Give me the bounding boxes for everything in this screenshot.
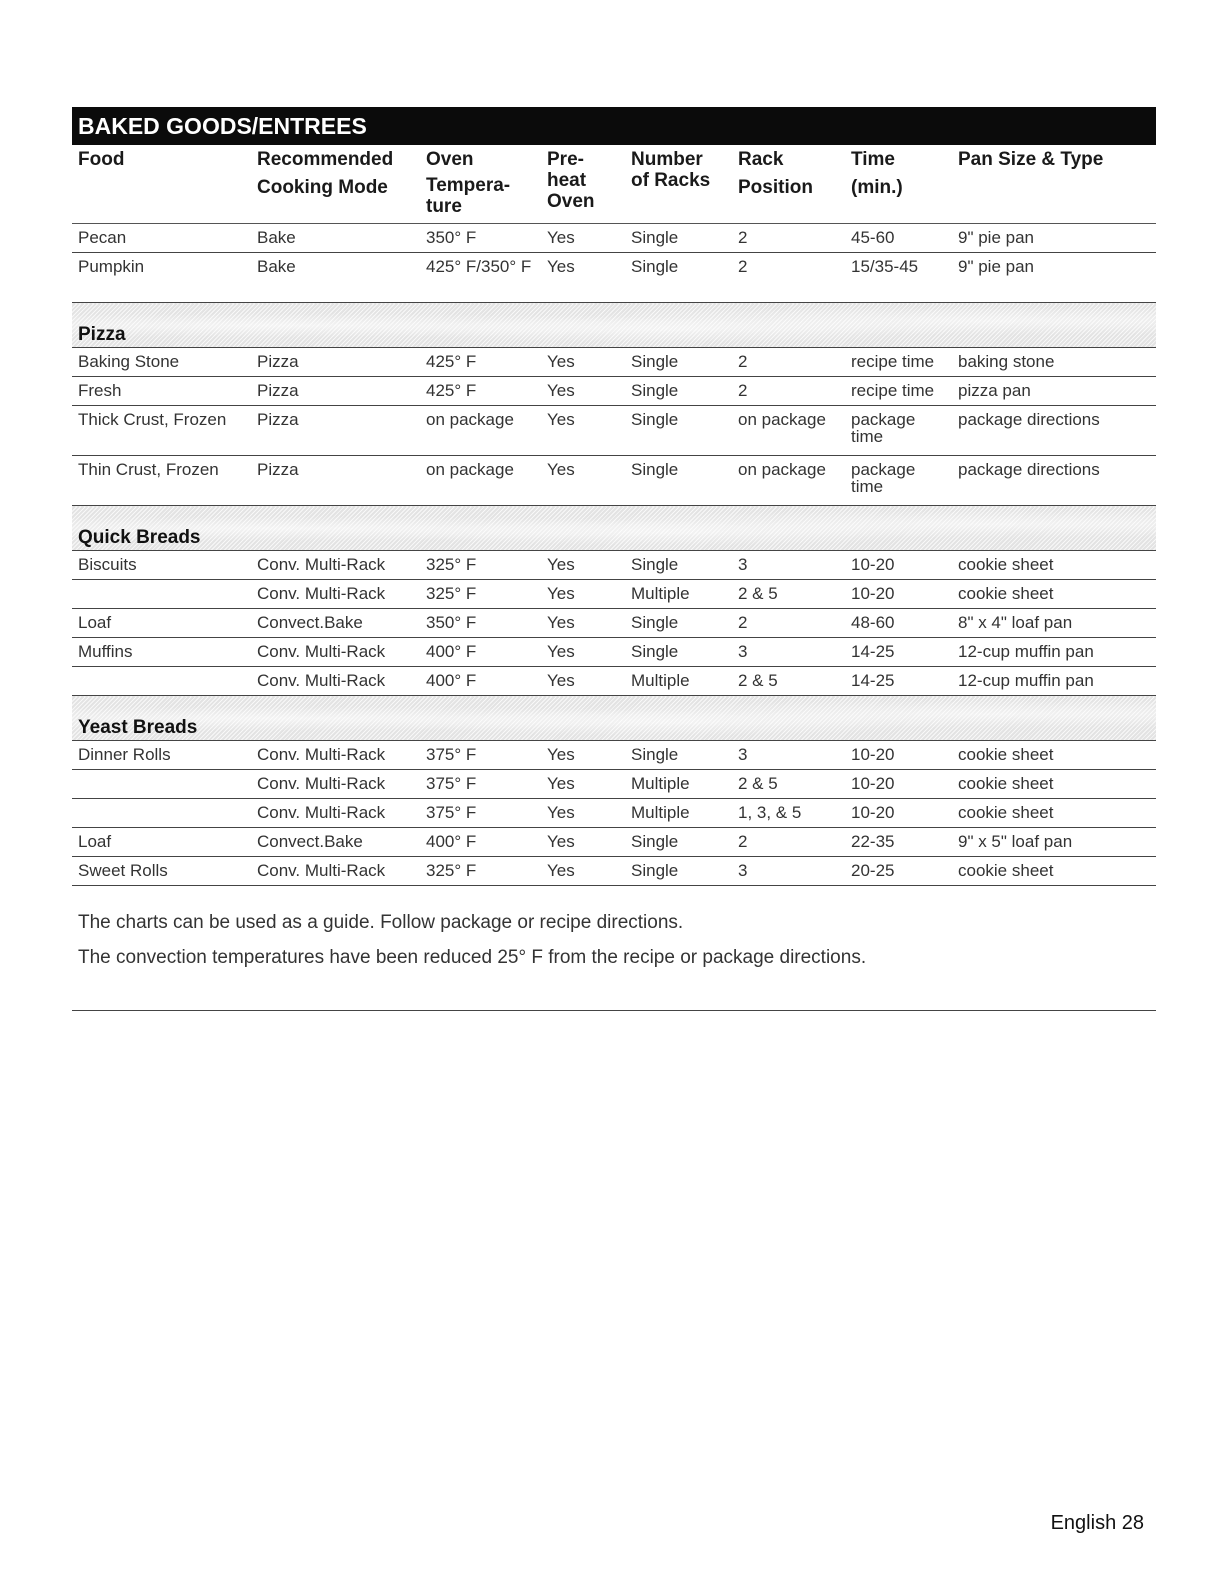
- cell-number-of-racks: Single: [625, 253, 732, 303]
- cell-time: 14-25: [845, 667, 952, 696]
- cell-rack-position: 1, 3, & 5: [732, 799, 845, 828]
- cell-pan-size-type: 12-cup muffin pan: [952, 667, 1156, 696]
- header-number-of-racks: [625, 145, 732, 224]
- cell-time: package time: [845, 406, 952, 456]
- cell-rack-position: 2: [732, 253, 845, 303]
- cell-food: Loaf: [72, 609, 251, 638]
- note-guide: The charts can be used as a guide. Follow package or recipe directions.: [78, 912, 684, 933]
- cell-preheat-oven: Yes: [541, 377, 625, 406]
- table-row: [72, 406, 1156, 456]
- cell-pan-size-type: cookie sheet: [952, 857, 1156, 886]
- header-line: of Racks: [631, 170, 711, 191]
- cell-preheat-oven: Yes: [541, 580, 625, 609]
- header-line: Cooking Mode: [257, 177, 388, 198]
- cell-cooking-mode: Conv. Multi-Rack: [251, 799, 420, 828]
- section-title: Yeast Breads: [72, 696, 1156, 741]
- cell-food: Pecan: [72, 224, 251, 253]
- table-row: [72, 770, 1156, 799]
- header-line: Number: [631, 149, 703, 170]
- cell-food: [72, 580, 251, 609]
- cell-oven-temperature: on package: [420, 456, 541, 506]
- table-title: BAKED GOODS/ENTREES: [72, 107, 1156, 145]
- cell-cooking-mode: Bake: [251, 253, 420, 303]
- cell-food: Baking Stone: [72, 348, 251, 377]
- cell-cooking-mode: Bake: [251, 224, 420, 253]
- cell-cooking-mode: Pizza: [251, 377, 420, 406]
- cell-rack-position: 3: [732, 857, 845, 886]
- table-row: [72, 609, 1156, 638]
- cell-rack-position: 3: [732, 551, 845, 580]
- cell-oven-temperature: 375° F: [420, 799, 541, 828]
- cell-oven-temperature: 350° F: [420, 609, 541, 638]
- cell-number-of-racks: Single: [625, 638, 732, 667]
- cell-number-of-racks: Single: [625, 224, 732, 253]
- cell-preheat-oven: Yes: [541, 348, 625, 377]
- cell-number-of-racks: Single: [625, 348, 732, 377]
- header-line: Position: [738, 177, 813, 198]
- cell-food: Loaf: [72, 828, 251, 857]
- cell-rack-position: 3: [732, 741, 845, 770]
- header-preheat-oven: [541, 145, 625, 224]
- table-row: [72, 857, 1156, 886]
- table-row: [72, 348, 1156, 377]
- cell-cooking-mode: Pizza: [251, 348, 420, 377]
- header-cooking-mode: [251, 145, 420, 224]
- cell-number-of-racks: Single: [625, 857, 732, 886]
- header-line: Recommended: [257, 149, 394, 170]
- cell-rack-position: 2 & 5: [732, 580, 845, 609]
- cooking-chart-table: [72, 145, 1156, 886]
- cell-rack-position: on package: [732, 456, 845, 506]
- table-row: [72, 456, 1156, 506]
- cell-cooking-mode: Pizza: [251, 456, 420, 506]
- cell-food: Muffins: [72, 638, 251, 667]
- cell-cooking-mode: Conv. Multi-Rack: [251, 638, 420, 667]
- cell-food: [72, 770, 251, 799]
- header-time: [845, 145, 952, 224]
- cell-cooking-mode: Conv. Multi-Rack: [251, 580, 420, 609]
- divider: [72, 1010, 1156, 1011]
- cell-number-of-racks: Single: [625, 406, 732, 456]
- header-line: Rack: [738, 149, 784, 170]
- header-line: ture: [426, 196, 462, 217]
- cell-pan-size-type: 9" x 5" loaf pan: [952, 828, 1156, 857]
- cell-rack-position: 2: [732, 348, 845, 377]
- note-temperature: The convection temperatures have been reduced 25° F from the recipe or package directions.: [78, 947, 867, 968]
- cell-pan-size-type: cookie sheet: [952, 551, 1156, 580]
- cell-oven-temperature: 350° F: [420, 224, 541, 253]
- header-food: [72, 145, 251, 224]
- cell-number-of-racks: Single: [625, 828, 732, 857]
- cell-oven-temperature: 325° F: [420, 551, 541, 580]
- table-row: [72, 377, 1156, 406]
- cell-cooking-mode: Conv. Multi-Rack: [251, 857, 420, 886]
- cell-food: Fresh: [72, 377, 251, 406]
- section-header: [72, 506, 1156, 551]
- cell-time: 45-60: [845, 224, 952, 253]
- cell-food: Dinner Rolls: [72, 741, 251, 770]
- cell-oven-temperature: 375° F: [420, 770, 541, 799]
- page-footer: English 28: [1050, 1512, 1144, 1534]
- cell-oven-temperature: 425° F/350° F: [420, 253, 541, 303]
- cell-pan-size-type: cookie sheet: [952, 741, 1156, 770]
- cell-time: 10-20: [845, 799, 952, 828]
- cell-cooking-mode: Conv. Multi-Rack: [251, 770, 420, 799]
- cell-pan-size-type: package directions: [952, 406, 1156, 456]
- cell-preheat-oven: Yes: [541, 551, 625, 580]
- cell-preheat-oven: Yes: [541, 799, 625, 828]
- header-line: Pan Size & Type: [958, 149, 1104, 170]
- cell-rack-position: 2: [732, 609, 845, 638]
- cell-time: recipe time: [845, 377, 952, 406]
- header-line: (min.): [851, 177, 903, 198]
- cell-rack-position: 2 & 5: [732, 667, 845, 696]
- cell-time: 20-25: [845, 857, 952, 886]
- cell-preheat-oven: Yes: [541, 406, 625, 456]
- header-oven-temperature: [420, 145, 541, 224]
- table-row: [72, 551, 1156, 580]
- cell-number-of-racks: Single: [625, 609, 732, 638]
- cell-rack-position: 3: [732, 638, 845, 667]
- cell-pan-size-type: 9" pie pan: [952, 253, 1156, 303]
- cell-number-of-racks: Multiple: [625, 667, 732, 696]
- cell-food: [72, 799, 251, 828]
- cell-time: 10-20: [845, 741, 952, 770]
- cell-time: 10-20: [845, 770, 952, 799]
- notes: [78, 912, 1138, 982]
- cell-number-of-racks: Single: [625, 377, 732, 406]
- section-header: [72, 303, 1156, 348]
- cell-rack-position: 2 & 5: [732, 770, 845, 799]
- header-line: Oven: [547, 191, 595, 212]
- cell-oven-temperature: 425° F: [420, 377, 541, 406]
- section-title: Quick Breads: [72, 506, 1156, 551]
- cell-oven-temperature: 325° F: [420, 580, 541, 609]
- cell-number-of-racks: Multiple: [625, 580, 732, 609]
- cell-food: Thin Crust, Frozen: [72, 456, 251, 506]
- table-row: [72, 253, 1156, 303]
- cell-cooking-mode: Convect.Bake: [251, 828, 420, 857]
- table-body: [72, 224, 1156, 886]
- cell-time: 10-20: [845, 580, 952, 609]
- cell-oven-temperature: 400° F: [420, 667, 541, 696]
- cell-time: 14-25: [845, 638, 952, 667]
- cell-preheat-oven: Yes: [541, 828, 625, 857]
- cell-preheat-oven: Yes: [541, 609, 625, 638]
- chart-page: [72, 107, 1156, 886]
- cell-time: 48-60: [845, 609, 952, 638]
- cell-cooking-mode: Conv. Multi-Rack: [251, 741, 420, 770]
- table-row: [72, 828, 1156, 857]
- header-line: Food: [78, 149, 125, 170]
- cell-number-of-racks: Single: [625, 551, 732, 580]
- cell-food: [72, 667, 251, 696]
- cell-time: 15/35-45: [845, 253, 952, 303]
- cell-rack-position: on package: [732, 406, 845, 456]
- cell-rack-position: 2: [732, 224, 845, 253]
- cell-time: package time: [845, 456, 952, 506]
- header-line: Tempera-: [426, 175, 511, 196]
- cell-time: 10-20: [845, 551, 952, 580]
- cell-oven-temperature: 375° F: [420, 741, 541, 770]
- cell-pan-size-type: cookie sheet: [952, 580, 1156, 609]
- cell-preheat-oven: Yes: [541, 667, 625, 696]
- cell-oven-temperature: 400° F: [420, 638, 541, 667]
- cell-pan-size-type: 8" x 4" loaf pan: [952, 609, 1156, 638]
- cell-food: Biscuits: [72, 551, 251, 580]
- section-header: [72, 696, 1156, 741]
- cell-oven-temperature: 425° F: [420, 348, 541, 377]
- table-row: [72, 741, 1156, 770]
- cell-preheat-oven: Yes: [541, 224, 625, 253]
- cell-cooking-mode: Convect.Bake: [251, 609, 420, 638]
- cell-pan-size-type: package directions: [952, 456, 1156, 506]
- table-row: [72, 667, 1156, 696]
- cell-oven-temperature: on package: [420, 406, 541, 456]
- header-line: heat: [547, 170, 587, 191]
- cell-pan-size-type: 9" pie pan: [952, 224, 1156, 253]
- cell-cooking-mode: Conv. Multi-Rack: [251, 551, 420, 580]
- table-header: [72, 145, 1156, 224]
- cell-cooking-mode: Conv. Multi-Rack: [251, 667, 420, 696]
- cell-oven-temperature: 325° F: [420, 857, 541, 886]
- cell-preheat-oven: Yes: [541, 456, 625, 506]
- cell-pan-size-type: cookie sheet: [952, 799, 1156, 828]
- cell-preheat-oven: Yes: [541, 770, 625, 799]
- header-rack-position: [732, 145, 845, 224]
- cell-number-of-racks: Multiple: [625, 770, 732, 799]
- table-row: [72, 224, 1156, 253]
- header-pan-size-type: [952, 145, 1156, 224]
- cell-preheat-oven: Yes: [541, 638, 625, 667]
- cell-rack-position: 2: [732, 828, 845, 857]
- cell-time: 22-35: [845, 828, 952, 857]
- cell-number-of-racks: Single: [625, 741, 732, 770]
- cell-cooking-mode: Pizza: [251, 406, 420, 456]
- cell-number-of-racks: Single: [625, 456, 732, 506]
- table-row: [72, 799, 1156, 828]
- section-title: Pizza: [72, 303, 1156, 348]
- cell-food: Thick Crust, Frozen: [72, 406, 251, 456]
- cell-pan-size-type: cookie sheet: [952, 770, 1156, 799]
- cell-food: Sweet Rolls: [72, 857, 251, 886]
- cell-pan-size-type: pizza pan: [952, 377, 1156, 406]
- cell-preheat-oven: Yes: [541, 253, 625, 303]
- cell-food: Pumpkin: [72, 253, 251, 303]
- cell-oven-temperature: 400° F: [420, 828, 541, 857]
- cell-time: recipe time: [845, 348, 952, 377]
- header-line: Oven: [426, 149, 474, 170]
- cell-pan-size-type: 12-cup muffin pan: [952, 638, 1156, 667]
- header-line: Time: [851, 149, 896, 170]
- cell-rack-position: 2: [732, 377, 845, 406]
- cell-preheat-oven: Yes: [541, 857, 625, 886]
- cell-pan-size-type: baking stone: [952, 348, 1156, 377]
- header-row: [72, 145, 1156, 224]
- cell-number-of-racks: Multiple: [625, 799, 732, 828]
- cell-preheat-oven: Yes: [541, 741, 625, 770]
- table-row: [72, 580, 1156, 609]
- header-line: Pre-: [547, 149, 584, 170]
- table-row: [72, 638, 1156, 667]
